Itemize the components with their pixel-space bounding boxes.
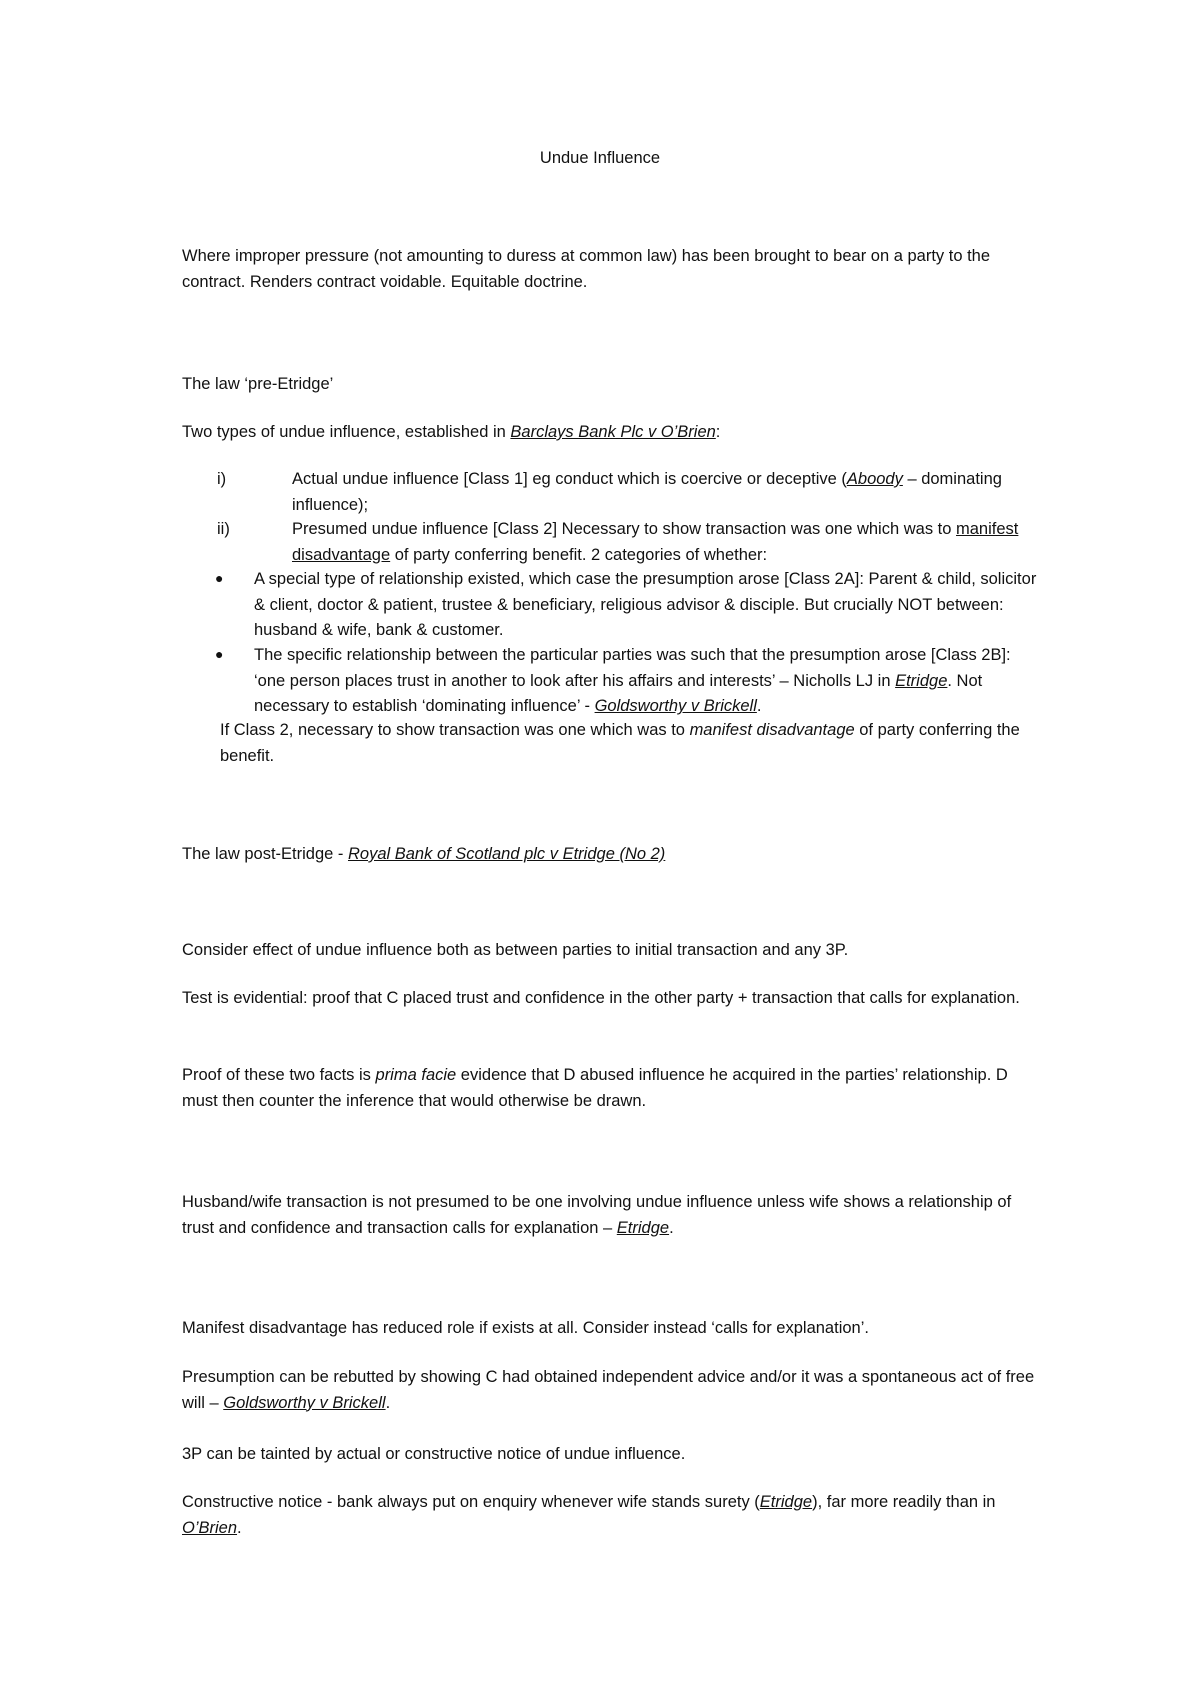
list-number-2: ii) bbox=[217, 520, 230, 538]
p8-text-mid: ), far more readily than in bbox=[812, 1493, 996, 1511]
manifest-disadvantage-italic: manifest disadvantage bbox=[689, 721, 855, 739]
p6-text-end: . bbox=[385, 1393, 391, 1412]
case-goldsworthy: Goldsworthy v Brickell bbox=[594, 697, 757, 716]
case-etridge-2: Etridge bbox=[616, 1218, 670, 1237]
paragraph-constructive-notice bbox=[182, 1490, 1042, 1541]
paragraph-third-party: Consider effect of undue influence both as between parties to initial transaction and any 3P. bbox=[182, 941, 849, 959]
p3-text: Proof of these two facts is bbox=[182, 1066, 376, 1084]
case-goldsworthy-2: Goldsworthy v Brickell bbox=[223, 1393, 386, 1412]
p8-text-end: . bbox=[237, 1518, 242, 1537]
types-text: Two types of undue influence, established in bbox=[182, 423, 511, 441]
list-item-actual bbox=[292, 467, 1052, 518]
paragraph-prima-facie bbox=[182, 1063, 1042, 1114]
paragraph-3p-tainted: 3P can be tainted by actual or constructive notice of undue influence. bbox=[182, 1445, 686, 1463]
paragraph-manifest-disadvantage: Manifest disadvantage has reduced role if exists at all. Consider instead ‘calls for explanation’. bbox=[182, 1319, 869, 1337]
case-etridge: Etridge bbox=[895, 671, 948, 690]
item2-text: Presumed undue influence [Class 2] Necessary to show transaction was one which was to bbox=[292, 520, 957, 538]
paragraph-husband-wife bbox=[182, 1190, 1042, 1241]
p4-text-end: . bbox=[669, 1218, 674, 1237]
item2-text-end: of party conferring benefit. 2 categories of whether: bbox=[390, 545, 768, 564]
paragraph-evidential-test: Test is evidential: proof that C placed trust and confidence in the other party + transaction that calls for explanation. bbox=[182, 989, 1020, 1007]
bullet-dot-1: ● bbox=[215, 570, 224, 586]
document-title: Undue Influence bbox=[539, 149, 661, 167]
manifest-disadvantage-underlined: manifest disadvantage bbox=[292, 520, 1019, 564]
bullet-class-2a: A special type of relationship existed, which case the presumption arose [Class 2A]: Parent & child, solicitor & client, doctor & patient, trustee & beneficiary, religious advisor & disciple. But crucially NOT between: husband & wife, bank & customer. bbox=[254, 570, 1037, 640]
class2-paragraph bbox=[220, 718, 1020, 769]
intro-paragraph: Where improper pressure (not amounting to duress at common law) has been brought to bear on a party to the contract. Renders contract voidable. Equitable doctrine. bbox=[182, 247, 991, 291]
case-etridge-3: Etridge bbox=[759, 1493, 813, 1511]
case-rbs-etridge: Royal Bank of Scotland plc v Etridge (No 2) bbox=[347, 845, 666, 863]
bullet-dot-2: ● bbox=[215, 646, 224, 662]
types-paragraph bbox=[182, 420, 1042, 446]
class2-text: If Class 2, necessary to show transaction was one which was to bbox=[220, 721, 690, 739]
case-obrien: Barclays Bank Plc v O’Brien bbox=[510, 423, 716, 441]
bullet2-text: The specific relationship between the particular parties was such that the presumption arose [Class 2B]: ‘one person places trust in another to look after his affairs and interests’ – Nicholls LJ in bbox=[254, 646, 1011, 690]
item1-text-end: – dominating influence); bbox=[292, 470, 1002, 514]
p4-text: Husband/wife transaction is not presumed to be one involving undue influence unless wife shows a relationship of trust and confidence and transaction calls for explanation – bbox=[182, 1193, 1012, 1237]
pre-etridge-heading: The law ‘pre-Etridge’ bbox=[182, 375, 334, 393]
p8-text: Constructive notice - bank always put on enquiry whenever wife stands surety ( bbox=[182, 1493, 760, 1511]
bullet2-text-mid: . Not necessary to establish ‘dominating influence’ - bbox=[254, 671, 983, 716]
p3-text-end: evidence that D abused influence he acquired in the parties’ relationship. D must then counter the inference that would otherwise be drawn. bbox=[182, 1066, 1008, 1110]
item1-text: Actual undue influence [Class 1] eg conduct which is coercive or deceptive ( bbox=[292, 470, 847, 488]
case-obrien-2: O’Brien bbox=[182, 1518, 238, 1537]
case-aboody: Aboody bbox=[846, 470, 903, 488]
list-number-1: i) bbox=[217, 470, 227, 488]
bullet-class-2b bbox=[254, 643, 1044, 720]
types-colon: : bbox=[715, 423, 721, 441]
prima-facie-italic: prima facie bbox=[375, 1066, 457, 1084]
class2-text-end: of party conferring the benefit. bbox=[220, 721, 1020, 765]
p6-text: Presumption can be rebutted by showing C had obtained independent advice and/or it was a spontaneous act of free will – bbox=[182, 1368, 1035, 1412]
bullet2-text-end: . bbox=[756, 697, 762, 716]
post-etridge-heading bbox=[182, 842, 1042, 868]
list-item-presumed bbox=[292, 517, 1052, 568]
post-heading-text: The law post-Etridge - bbox=[182, 845, 348, 863]
paragraph-rebuttal bbox=[182, 1365, 1042, 1416]
